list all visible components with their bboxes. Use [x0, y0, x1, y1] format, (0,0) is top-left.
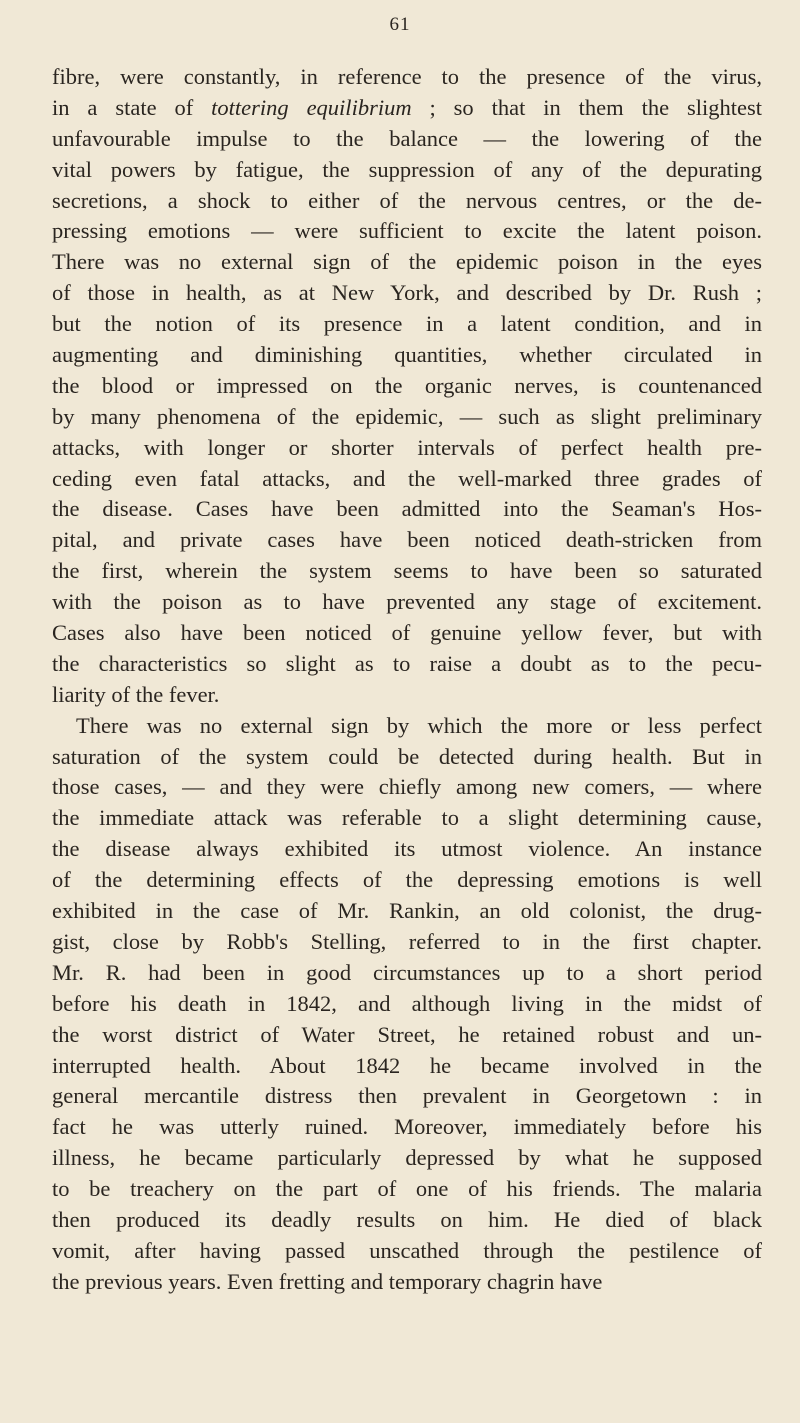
text-line: pressing emotions — were sufficient to excite the latent poison. [52, 218, 762, 244]
text-line: attacks, with longer or shorter intervals of perfect health pre- [52, 434, 762, 460]
text-line: in a state of tottering equilibrium ; so that in them the slightest [52, 94, 763, 120]
text-line: There was no external sign by which the more or less perfect [76, 712, 762, 738]
text-line: the previous years. Even fretting and temporary chagrin have [52, 1268, 603, 1294]
page-number: 61 [389, 14, 411, 35]
text-line: There was no external sign of the epidemic poison in the eyes [52, 249, 762, 275]
text-line: the immediate attack was referable to a slight determining cause, [52, 805, 762, 831]
text-line: gist, close by Robb's Stelling, referred to in the first chapter. [52, 928, 762, 954]
text-line: fact he was utterly ruined. Moreover, immediately before his [52, 1114, 762, 1140]
italic-phrase: tottering equilibrium [211, 94, 412, 120]
text-line: fibre, were constantly, in reference to the presence of the virus, [52, 64, 762, 89]
text-line: interrupted health. About 1842 he became involved in the [52, 1052, 762, 1078]
text-line: Cases also have been noticed of genuine yellow fever, but with [52, 620, 762, 646]
text-line: to be treachery on the part of one of his friends. The malaria [52, 1176, 762, 1202]
text-line: augmenting and diminishing quantities, whether circulated in [52, 342, 762, 368]
text-line: those cases, — and they were chiefly among new comers, — where [52, 774, 762, 800]
text-line: secretions, a shock to either of the nervous centres, or the de- [52, 187, 762, 213]
text-line: vital powers by fatigue, the suppression of any of the depurating [52, 156, 762, 182]
body-text [52, 62, 762, 1298]
text-line: saturation of the system could be detected during health. But in [52, 743, 762, 769]
text-line: the disease. Cases have been admitted into the Seaman's Hos- [52, 496, 762, 522]
text-line: by many phenomena of the epidemic, — such as slight preliminary [52, 403, 762, 429]
text-line: before his death in 1842, and although living in the midst of [52, 990, 762, 1016]
text-line: with the poison as to have prevented any stage of excitement. [52, 589, 762, 615]
text-line: general mercantile distress then prevalent in Georgetown : in [52, 1083, 762, 1109]
text-line: unfavourable impulse to the balance — the lowering of the [52, 125, 762, 151]
text-line: exhibited in the case of Mr. Rankin, an old colonist, the drug- [52, 898, 762, 924]
text-line: liarity of the fever. [52, 681, 220, 707]
text-line: the characteristics so slight as to raise a doubt as to the pecu- [52, 650, 762, 676]
text-line: the disease always exhibited its utmost violence. An instance [52, 836, 762, 862]
text-line: vomit, after having passed unscathed through the pestilence of [52, 1237, 762, 1263]
text-line: pital, and private cases have been noticed death-stricken from [52, 527, 762, 553]
text-line: Mr. R. had been in good circumstances up to a short period [52, 959, 762, 985]
text-line: of the determining effects of the depressing emotions is well [52, 867, 762, 893]
text-line: the blood or impressed on the organic nerves, is countenanced [52, 372, 762, 398]
text-line: the first, wherein the system seems to have been so saturated [52, 558, 762, 584]
text-line: ceding even fatal attacks, and the well-marked three grades of [52, 465, 762, 491]
text-line: then produced its deadly results on him. He died of black [52, 1206, 762, 1232]
text-line: illness, he became particularly depressed by what he supposed [52, 1145, 762, 1171]
text-line: of those in health, as at New York, and described by Dr. Rush ; [52, 280, 762, 306]
text-line: but the notion of its presence in a latent condition, and in [52, 311, 762, 337]
text-line: the worst district of Water Street, he retained robust and un- [52, 1021, 762, 1047]
